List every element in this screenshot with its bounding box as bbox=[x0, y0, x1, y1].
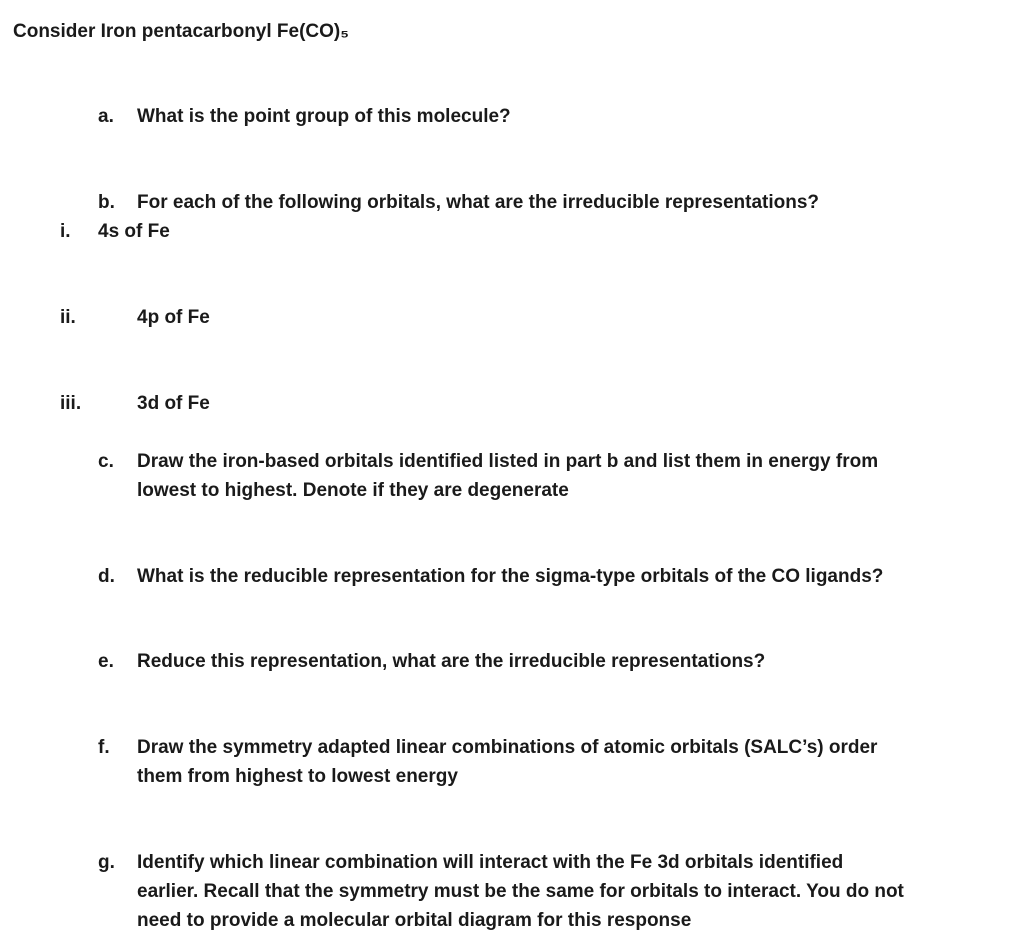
question-g-line3: need to provide a molecular orbital diagram for this response bbox=[137, 910, 692, 931]
question-c-line1: Draw the iron-based orbitals identified listed in part b and list them in energy from bbox=[137, 451, 879, 472]
question-g-label: g. bbox=[98, 852, 115, 873]
question-g-line1: Identify which linear combination will interact with the Fe 3d orbitals identified bbox=[137, 852, 844, 873]
question-d-text: What is the reducible representation for the sigma-type orbitals of the CO ligands? bbox=[137, 566, 884, 587]
question-b-text: For each of the following orbitals, what are the irreducible representations? bbox=[137, 192, 820, 213]
question-c-line2: lowest to highest. Denote if they are degenerate bbox=[137, 480, 569, 501]
question-f-label: f. bbox=[98, 737, 110, 758]
question-f-line2: them from highest to lowest energy bbox=[137, 766, 458, 787]
question-f-line1: Draw the symmetry adapted linear combinations of atomic orbitals (SALC’s) order bbox=[137, 737, 878, 758]
question-b-ii-text: 4p of Fe bbox=[137, 307, 210, 328]
question-g-line2: earlier. Recall that the symmetry must be the same for orbitals to interact. You do not bbox=[137, 881, 904, 902]
question-b-i-label: i. bbox=[60, 221, 71, 242]
question-a-label: a. bbox=[98, 106, 114, 127]
question-e-text: Reduce this representation, what are the irreducible representations? bbox=[137, 651, 766, 672]
question-b-i-text: 4s of Fe bbox=[98, 221, 170, 242]
question-a-text: What is the point group of this molecule? bbox=[137, 106, 511, 127]
question-b-ii-label: ii. bbox=[60, 307, 76, 328]
question-c-label: c. bbox=[98, 451, 114, 472]
question-b-iii-text: 3d of Fe bbox=[137, 393, 210, 414]
question-b-iii-label: iii. bbox=[60, 393, 82, 414]
question-b-label: b. bbox=[98, 192, 115, 213]
question-e-label: e. bbox=[98, 651, 114, 672]
page-title: Consider Iron pentacarbonyl Fe(CO)₅ bbox=[13, 21, 349, 42]
question-d-label: d. bbox=[98, 566, 115, 587]
